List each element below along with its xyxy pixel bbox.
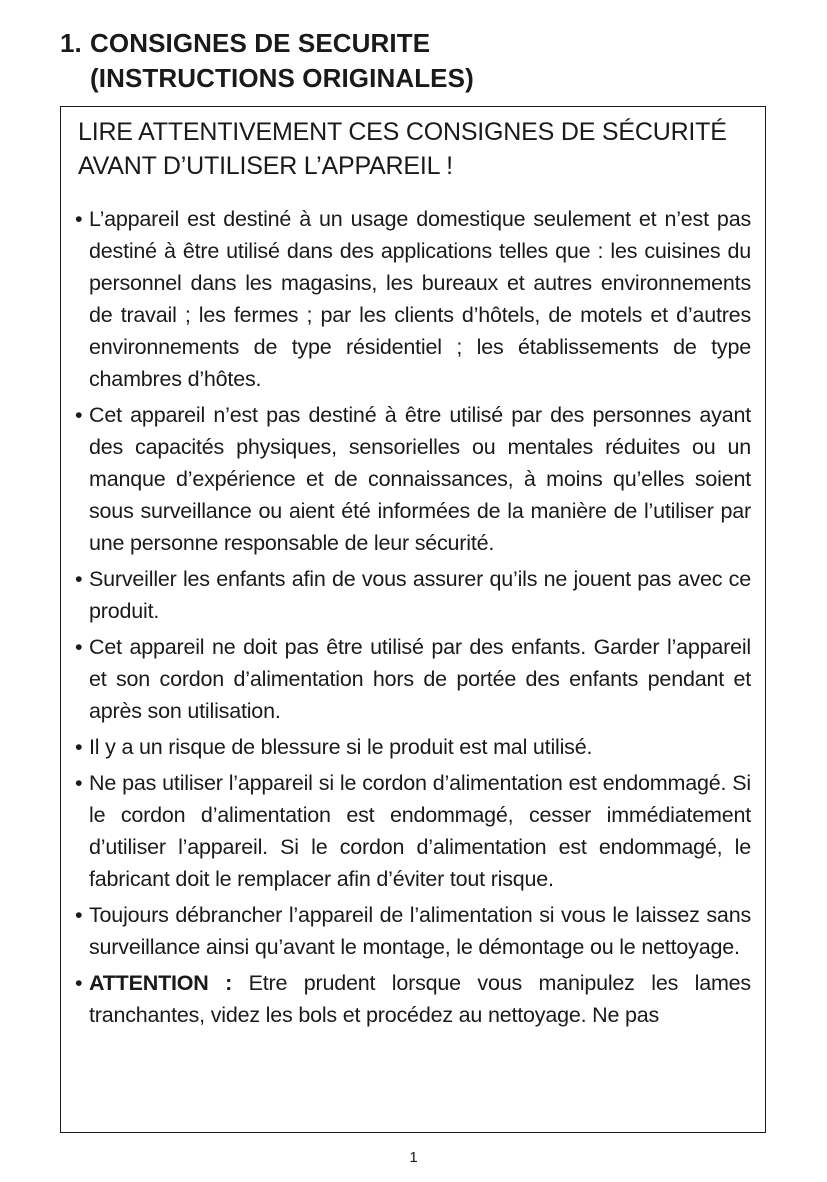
list-item [75,563,751,627]
list-item [75,899,751,963]
bullet-icon: • [75,207,83,231]
safety-instructions-box [60,106,766,1133]
heading-number: 1. [60,28,82,58]
list-item [75,399,751,559]
bullet-icon: • [75,567,83,591]
heading-title: CONSIGNES DE SECURITE [90,28,431,58]
bullet-icon: • [75,903,83,927]
safety-list [75,203,751,1035]
list-item [75,203,751,395]
attention-text: Etre prudent lorsque vous manipulez les lames tranchantes, videz les bols et procédez au nettoyage. Ne pas [89,971,751,1027]
section-heading [60,26,474,96]
page-number: 1 [409,1149,418,1166]
list-item [75,767,751,895]
list-item-text: Ne pas utiliser l’appareil si le cordon d’alimentation est endommagé. Si le cordon d’alimentation est endommagé, cesser immédiatement d’utiliser l’appareil. Si le cordon d’alimentation est endommagé, le fabricant doit le remplacer afin d’éviter tout risque. [89,771,751,891]
warning-title-line-1: LIRE ATTENTIVEMENT CES CONSIGNES DE SÉCURITÉ [78,118,727,146]
list-item-text: L’appareil est destiné à un usage domestique seulement et n’est pas destiné à être utilisé dans des applications telles que : les cuisines du personnel dans les magasins, les bureaux et autres environnements de travail ; les fermes ; par les clients d’hôtels, de motels et d’autres environnements de type résidentiel ; les établissements de type chambres d’hôtes. [89,207,751,391]
warning-title [78,115,748,183]
bullet-icon: • [75,735,83,759]
heading-subtitle: (INSTRUCTIONS ORIGINALES) [90,63,474,93]
bullet-icon: • [75,403,83,427]
warning-title-line-2: AVANT D’UTILISER L’APPAREIL ! [78,152,453,180]
list-item-text: Il y a un risque de blessure si le produit est mal utilisé. [89,735,593,759]
list-item-attention [75,967,751,1031]
heading-line-1 [60,26,474,61]
bullet-icon: • [75,635,83,659]
list-item [75,731,751,763]
list-item-text: Toujours débrancher l’appareil de l’alimentation si vous le laissez sans surveillance ainsi qu’avant le montage, le démontage ou le nettoyage. [89,903,751,959]
list-item-text: Surveiller les enfants afin de vous assurer qu’ils ne jouent pas avec ce produit. [89,567,751,623]
bullet-icon: • [75,971,83,995]
list-item [75,631,751,727]
list-item-text: Cet appareil n’est pas destiné à être utilisé par des personnes ayant des capacités physiques, sensorielles ou mentales réduites ou un manque d’expérience et de connaissances, à moins qu’elles soient sous surveillance ou aient été informées de la manière de l’utiliser par une personne responsable de leur sécurité. [89,403,751,555]
bullet-icon: • [75,771,83,795]
list-item-text: Cet appareil ne doit pas être utilisé par des enfants. Garder l’appareil et son cordon d’alimentation hors de portée des enfants pendant et après son utilisation. [89,635,751,723]
attention-label: ATTENTION : [89,971,233,995]
